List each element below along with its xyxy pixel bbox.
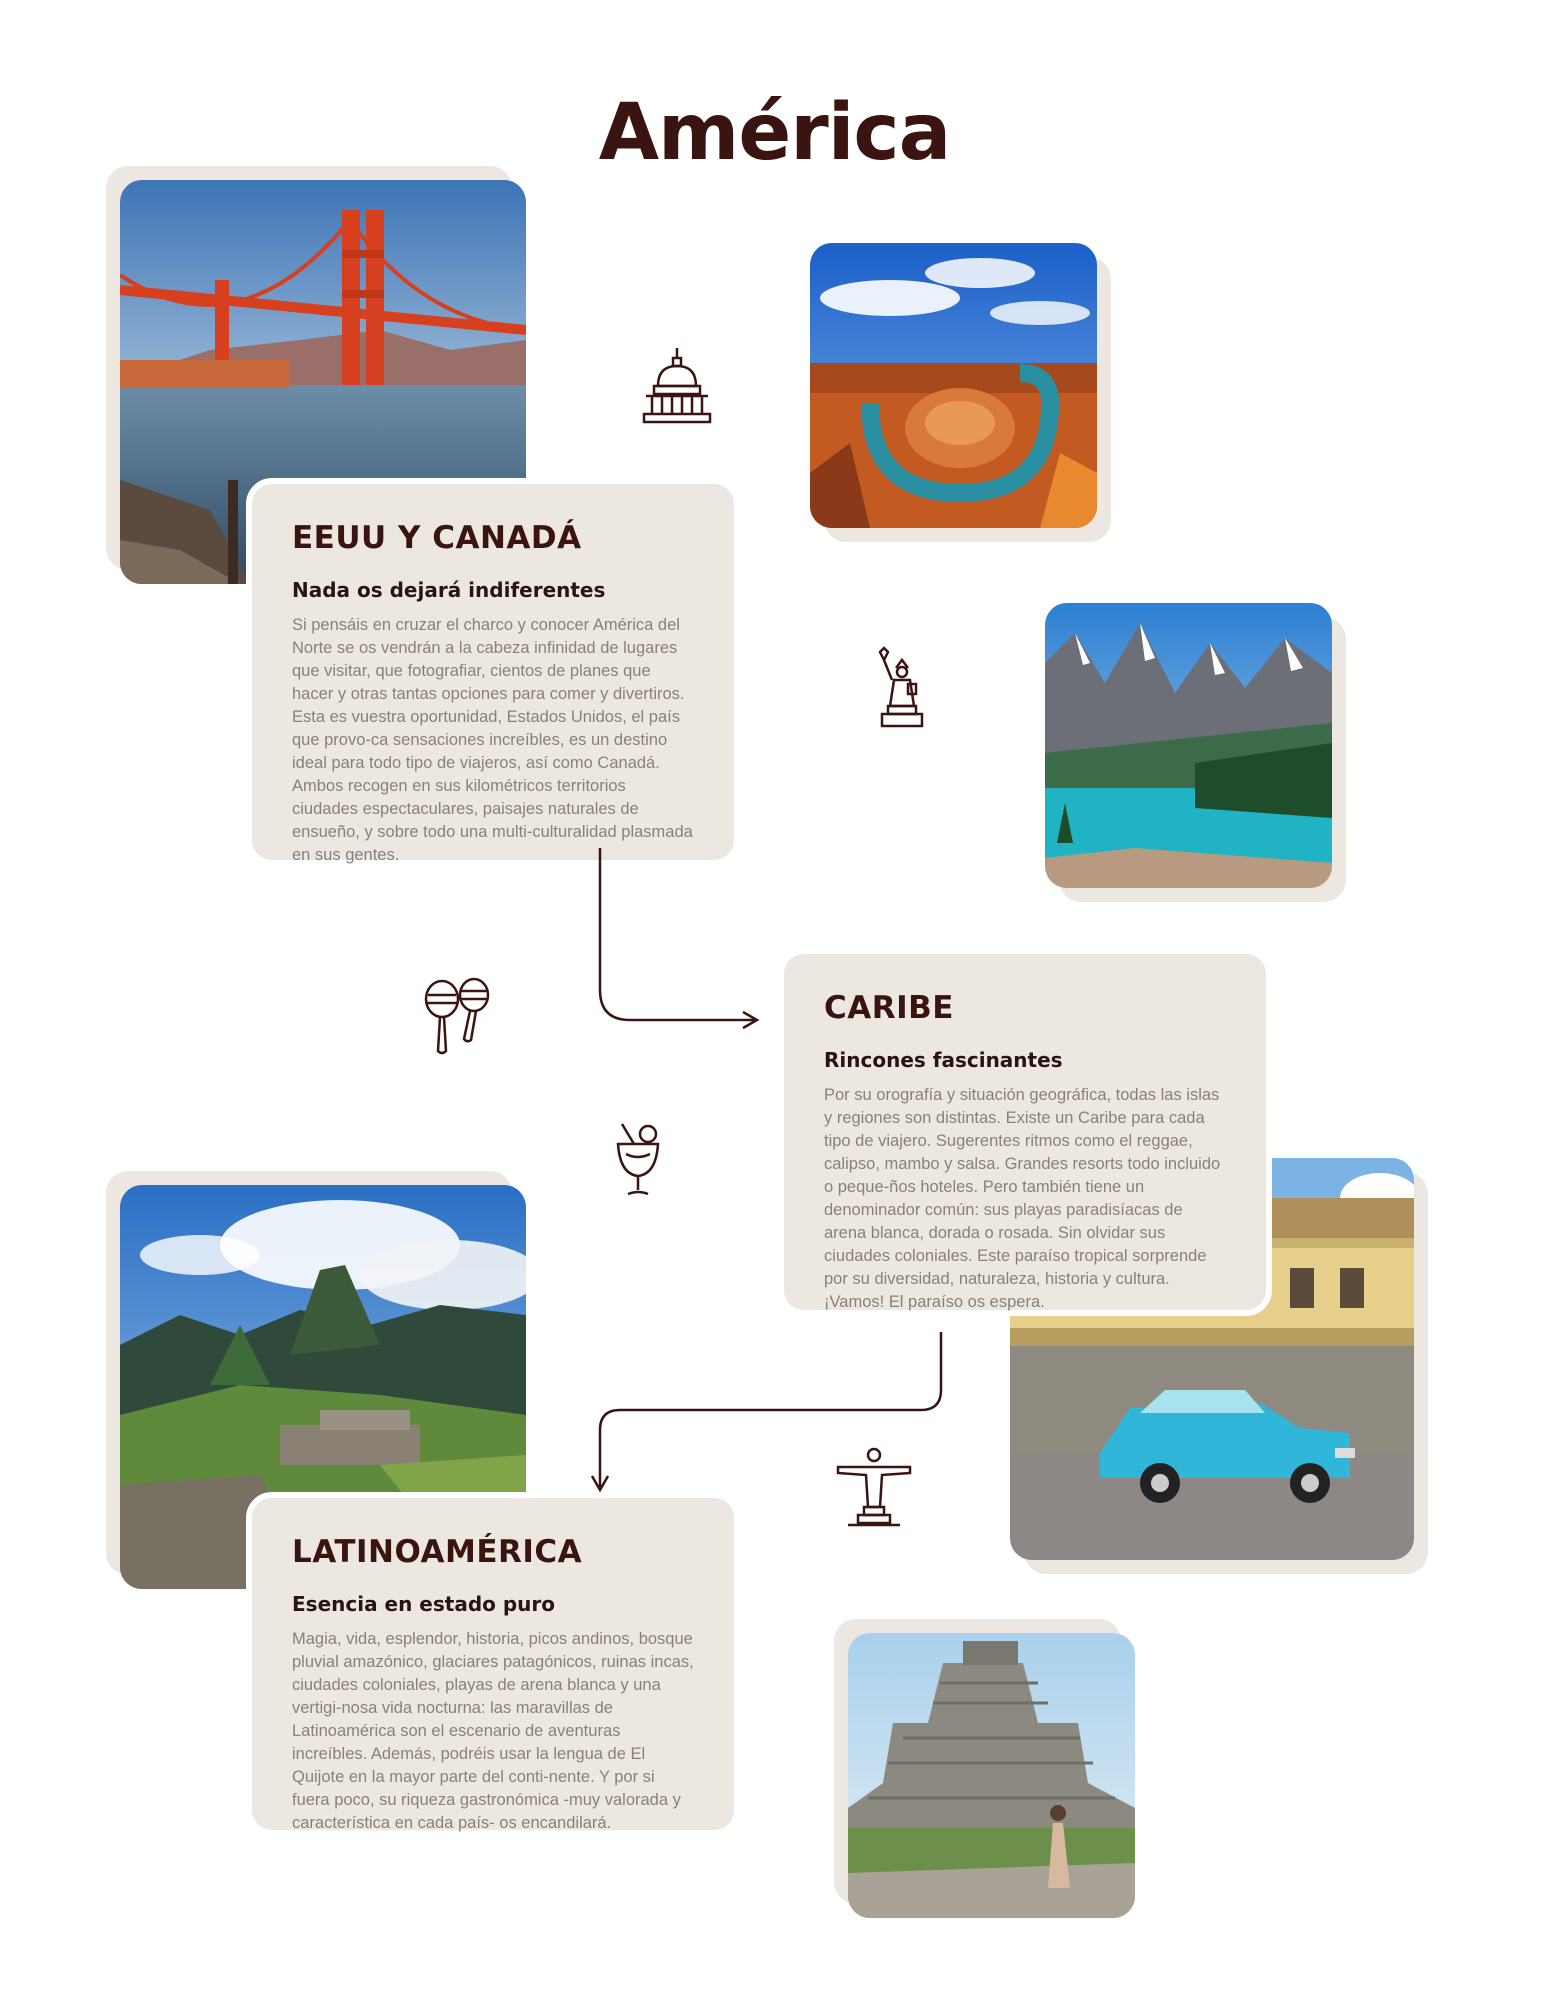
arrow-eeuu-to-caribe bbox=[600, 848, 755, 1020]
section-heading: EEUU Y CANADÁ bbox=[292, 520, 582, 556]
christ-redeemer-icon bbox=[834, 1445, 914, 1529]
statue-of-liberty-icon bbox=[872, 646, 932, 732]
section-subheading: Rincones fascinantes bbox=[824, 1048, 1063, 1072]
section-subheading: Esencia en estado puro bbox=[292, 1592, 556, 1616]
section-heading: LATINOAMÉRICA bbox=[292, 1534, 583, 1570]
section-body: Magia, vida, esplendor, historia, picos andinos, bosque pluvial amazónico, glaciares patagónicos, ruinas incas, ciudades coloniales, playas de arena blanca y una vertigi-nosa vida nocturna: las maravillas de Latinoamérica son el escenario de aventuras increíbles. Además, podréis usar la lengua de El Quijote en la mayor parte del conti-nente. Y por si fuera poco, su riqueza gastronómica -muy valorada y característica en cada país- os encandilará. bbox=[292, 1630, 694, 1832]
capitol-icon bbox=[640, 344, 714, 426]
page-title: América bbox=[598, 88, 951, 178]
section-body: Si pensáis en cruzar el charco y conocer América del Norte se os vendrán a la cabeza infinidad de lugares que visitar, que fotografiar, cientos de planes que hacer y otras tantas opciones para comer y divertiros. Esta es vuestra oportunidad, Estados Unidos, el país que provo-ca sensaciones increíbles, es un destino ideal para todo tipo de viajeros, así como Canadá. Ambos recogen en sus kilométricos territorios ciudades espectaculares, paisajes naturales de ensueño, y sobre todo una multi-culturalidad plasmada en sus gentes. bbox=[292, 616, 693, 864]
cocktail-icon bbox=[612, 1120, 664, 1200]
maracas-icon bbox=[418, 975, 498, 1057]
section-subheading: Nada os dejará indiferentes bbox=[292, 578, 606, 602]
section-body: Por su orografía y situación geográfica, todas las islas y regiones son distintas. Existe un Caribe para cada tipo de viajero. Sugerentes ritmos como el reggae, calipso, mambo y salsa. Grandes resorts todo incluido o peque-ños hoteles. Pero también tiene un denominador común: sus playas paradisíacas de arena blanca, dorada o rosada. Sin olvidar sus ciudades coloniales. Este paraíso tropical sorprende por su diversidad, naturaleza, historia y cultura. ¡Vamos! El paraíso os espera. bbox=[824, 1086, 1221, 1311]
section-heading: CARIBE bbox=[824, 990, 954, 1026]
